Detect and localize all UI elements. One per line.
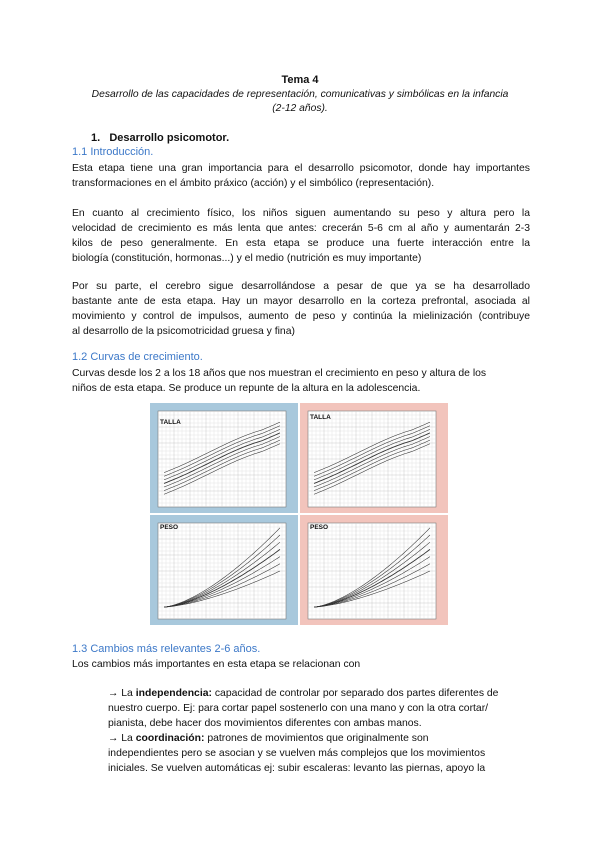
- subheading-curvas: 1.2 Curvas de crecimiento.: [72, 351, 203, 363]
- paragraph-line: Los cambios más importantes en esta etapa se relacionan con: [72, 659, 361, 670]
- bullet-text: patrones de movimientos que originalmente son: [204, 733, 429, 744]
- paragraph-line: velocidad de crecimiento es más lenta que antes: crecerán 5-6 cm al año y aumentarán 2-3: [72, 223, 530, 234]
- paragraph-line: Esta etapa tiene una gran importancia para el desarrollo psicomotor, donde hay importantes: [72, 163, 530, 174]
- chart-girls-talla-graphic: [300, 403, 448, 513]
- chart-girls-peso: [300, 515, 448, 625]
- chart-label-talla: TALLA: [160, 419, 181, 426]
- subtitle-line: (2-12 años).: [272, 103, 328, 114]
- section-number: 1.: [91, 132, 101, 144]
- paragraph-line: biología (constitución, hormonas...) y el medio (nutrición es muy importante): [72, 253, 422, 264]
- term-coordinacion: coordinación:: [135, 733, 205, 744]
- chart-label-talla: TALLA: [310, 414, 331, 421]
- paragraph-curvas: [72, 366, 530, 396]
- bullet-line: independientes pero se asocian y se vuelven más complejos que los movimientos: [108, 748, 486, 759]
- paragraph-line: movimiento y control de impulsos, aumento de peso y continúa la mielinización (contribuye: [72, 311, 530, 322]
- paragraph-line: En cuanto al crecimiento físico, los niños siguen aumentando su peso y altura pero la: [72, 208, 530, 219]
- paragraph-line: kilos de peso generalmente. En esta etapa se produce una fuerte interacción entre la: [72, 238, 530, 249]
- bullet-independencia: [108, 686, 528, 731]
- document-subtitle: [60, 88, 540, 116]
- paragraph-line: transformaciones en el ámbito práxico (acción) y el simbólico (representación).: [72, 178, 435, 189]
- subheading-cambios: 1.3 Cambios más relevantes 2-6 años.: [72, 643, 261, 655]
- bullet-line: [108, 731, 528, 746]
- arrow-icon: → La: [108, 688, 133, 699]
- paragraph-cerebro: [72, 279, 530, 339]
- chart-label-peso: PESO: [310, 524, 329, 531]
- document-title: Tema 4: [281, 74, 319, 86]
- bullet-coordinacion: [108, 731, 528, 776]
- chart-label-peso: PESO: [160, 524, 179, 531]
- chart-boys-peso: [150, 515, 298, 625]
- paragraph-line: Por su parte, el cerebro sigue desarrollándose a pesar de que ya se ha desarrollado: [72, 281, 530, 292]
- bullet-text: capacidad de controlar por separado dos partes diferentes de: [211, 688, 499, 699]
- paragraph-cambios: [72, 657, 530, 672]
- bullet-line: pianista, debe hacer dos movimientos diferentes con ambas manos.: [108, 718, 422, 729]
- bullet-line: nuestro cuerpo. Ej: para cortar papel sostenerlo con una mano y con la otra cortar/: [108, 703, 489, 714]
- chart-boys-talla-graphic: [150, 403, 298, 513]
- arrow-icon: → La: [108, 733, 133, 744]
- bullet-line: iniciales. Se vuelven automáticas ej: subir escaleras: levanto las piernas, apoyo la: [108, 763, 486, 774]
- paragraph-line: bastante ante de esta etapa. Hay un mayor desarrollo en la corteza prefrontal, asociada al: [72, 296, 530, 307]
- section-heading-1: [91, 132, 229, 144]
- section-title: Desarrollo psicomotor.: [109, 132, 230, 144]
- subtitle-line: Desarrollo de las capacidades de representación, comunicativas y simbólicas en la infancia: [91, 89, 509, 100]
- paragraph-crecimiento: [72, 206, 530, 266]
- subheading-introduccion: 1.1 Introducción.: [72, 146, 154, 158]
- paragraph-intro: [72, 161, 530, 191]
- growth-charts-figure: [150, 403, 448, 625]
- paragraph-line: al desarrollo de la psicomotricidad gruesa y fina): [72, 326, 295, 337]
- chart-girls-talla: [300, 403, 448, 513]
- chart-boys-peso-graphic: [150, 515, 298, 625]
- chart-boys-talla: [150, 403, 298, 513]
- paragraph-line: niños de esta etapa. Se produce un repunte de la altura en la adolescencia.: [72, 383, 421, 394]
- bullet-line: [108, 686, 528, 701]
- term-independencia: independencia:: [135, 688, 212, 699]
- chart-girls-peso-graphic: [300, 515, 448, 625]
- paragraph-line: Curvas desde los 2 a los 18 años que nos muestran el crecimiento en peso y altura de los: [72, 368, 487, 379]
